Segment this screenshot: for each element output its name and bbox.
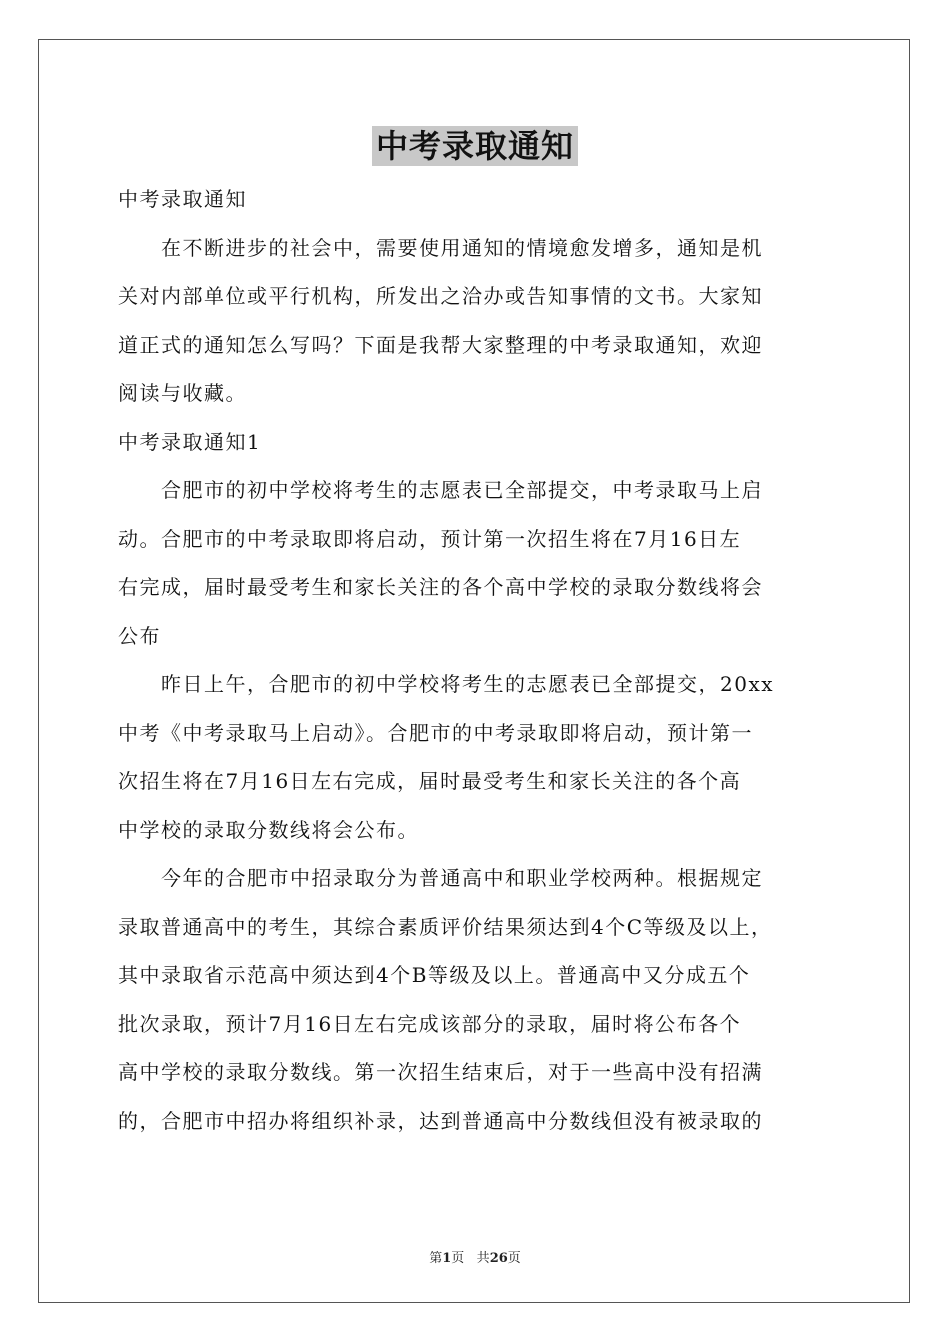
body-line: 录取普通高中的考生，其综合素质评价结果须达到4个C等级及以上， (118, 914, 773, 939)
page-prefix: 第 (429, 1251, 443, 1266)
document-body (118, 182, 838, 1152)
total-pages: 26 (489, 1251, 508, 1266)
total-prefix: 共 (476, 1251, 490, 1266)
body-line: 中考《中考录取马上启动》。合肥市的中考录取即将启动，预计第一 (118, 720, 753, 745)
body-line: 高中学校的录取分数线。第一次招生结束后，对于一些高中没有招满 (118, 1060, 763, 1084)
body-line: 道正式的通知怎么写吗？下面是我帮大家整理的中考录取通知，欢迎 (118, 332, 763, 357)
body-line: 动。合肥市的中考录取即将启动，预计第一次招生将在7月16日左 (118, 526, 742, 551)
body-line: 的，合肥市中招办将组织补录，达到普通高中分数线但没有被录取的 (118, 1108, 763, 1133)
body-line: 次招生将在7月16日左右完成，届时最受考生和家长关注的各个高 (118, 769, 742, 793)
page-number: 1 (442, 1251, 452, 1266)
body-line: 中考录取通知1 (118, 429, 262, 454)
body-line: 关对内部单位或平行机构，所发出之洽办或告知事情的文书。大家知 (118, 284, 763, 308)
body-line: 今年的合肥市中招录取分为普通高中和职业学校两种。根据规定 (118, 866, 763, 890)
body-line: 昨日上午，合肥市的初中学校将考生的志愿表已全部提交，20xx (118, 672, 775, 696)
body-line: 其中录取省示范高中须达到4个B等级及以上。普通高中又分成五个 (118, 963, 751, 987)
body-line: 中学校的录取分数线将会公布。 (118, 817, 419, 842)
body-line: 批次录取，预计7月16日左右完成该部分的录取，届时将公布各个 (118, 1011, 742, 1036)
body-line: 在不断进步的社会中，需要使用通知的情境愈发增多，通知是机 (118, 235, 763, 260)
body-line: 公布 (118, 623, 161, 648)
body-line: 右完成，届时最受考生和家长关注的各个高中学校的录取分数线将会 (118, 575, 763, 599)
page-footer (0, 1247, 950, 1266)
document-title: 中考录取通知 (372, 126, 578, 166)
page-suffix: 页 (451, 1251, 465, 1266)
body-line: 合肥市的初中学校将考生的志愿表已全部提交，中考录取马上启 (118, 478, 763, 502)
total-suffix: 页 (507, 1251, 521, 1266)
body-line: 中考录取通知 (118, 187, 247, 211)
body-line: 阅读与收藏。 (118, 381, 247, 405)
title-container (0, 126, 950, 166)
